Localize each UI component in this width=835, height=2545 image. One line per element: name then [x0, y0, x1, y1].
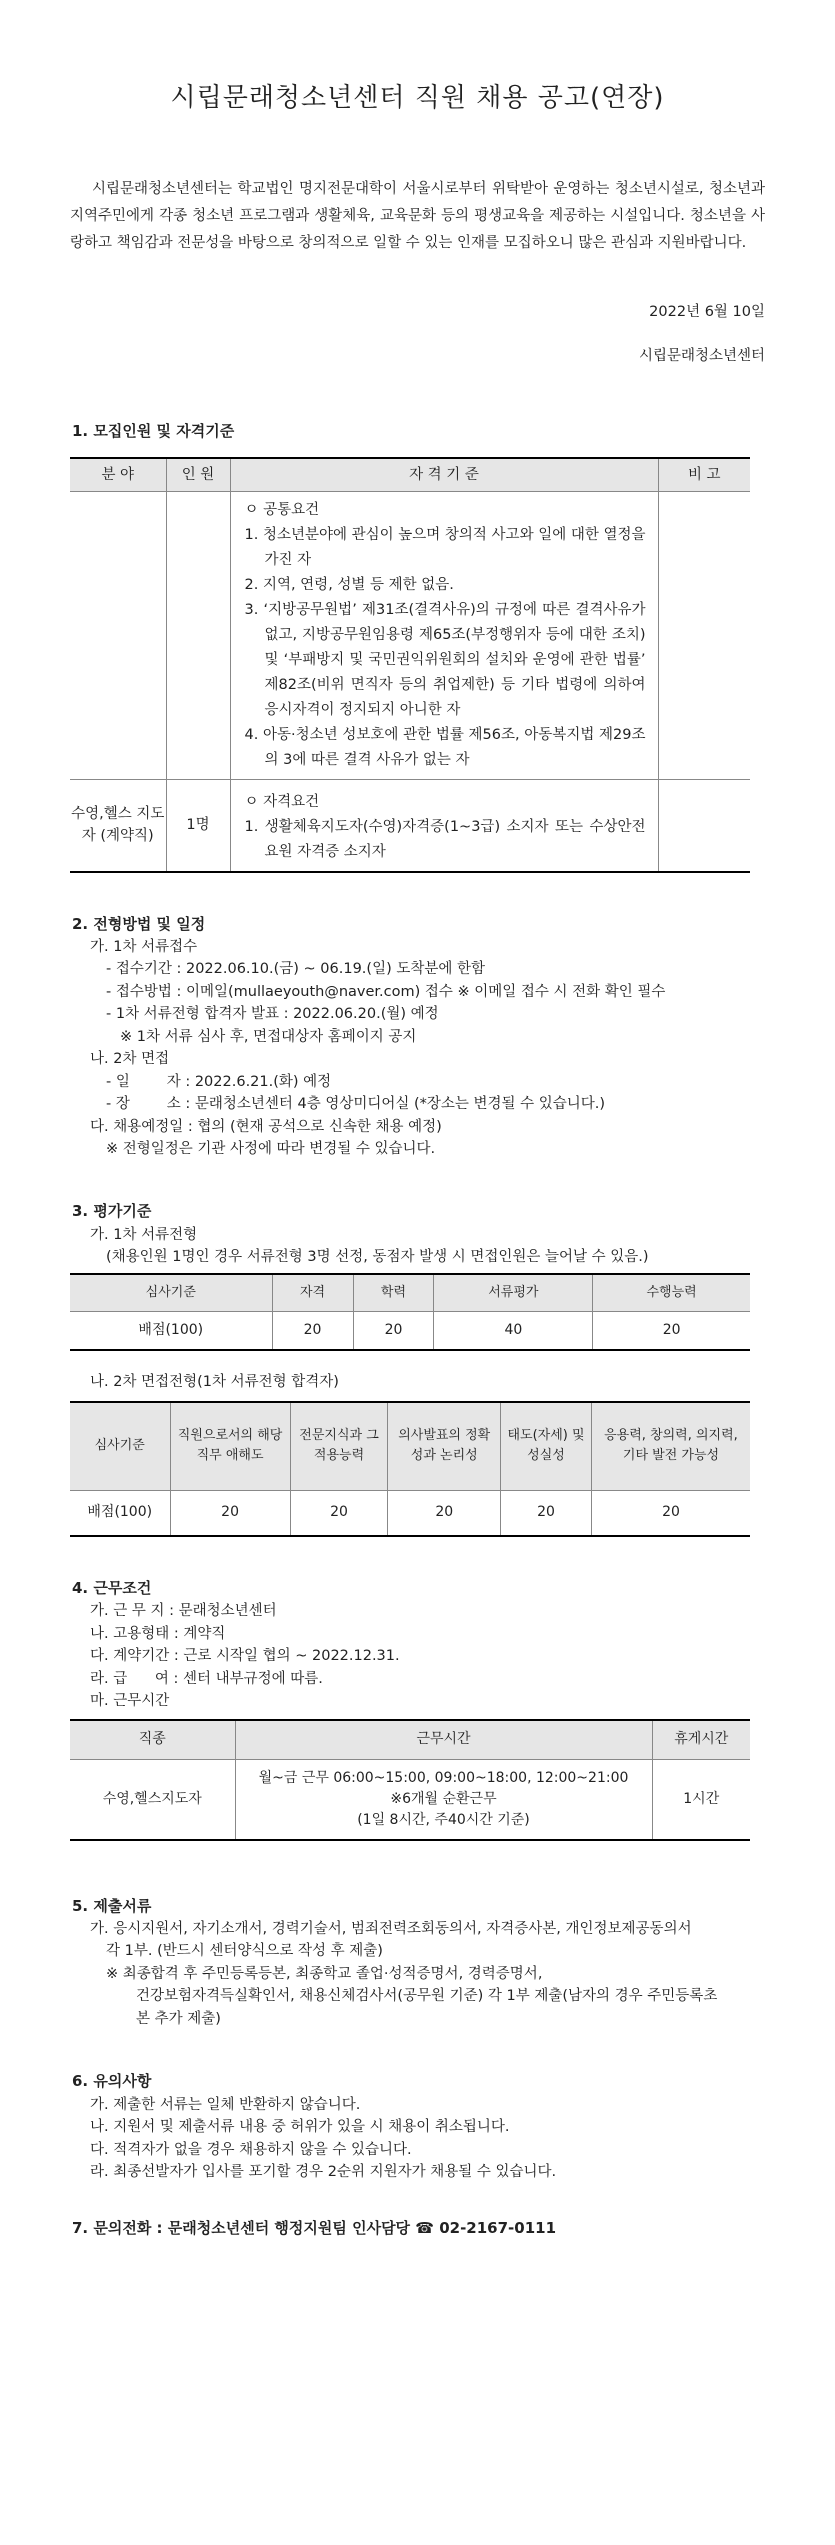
- caution-item: 다. 적격자가 없을 경우 채용하지 않을 수 있습니다.: [90, 2141, 412, 2158]
- score-header: 학력: [353, 1274, 434, 1312]
- hiring-date: 다. 채용예정일 : 협의 (현재 공석으로 신속한 채용 예정): [90, 1118, 442, 1135]
- header-headcount: 인 원: [166, 458, 230, 492]
- interview-header: 심사기준: [70, 1402, 170, 1490]
- score-header: 수행능력: [593, 1274, 750, 1312]
- work-hours-header: [70, 1720, 750, 1760]
- contact-phone: 02-2167-0111: [439, 2219, 557, 2238]
- interview-header: 직원으로서의 해당직무 애해도: [170, 1402, 290, 1490]
- headcount-cell: 1명: [166, 779, 230, 871]
- contact-line: [72, 2217, 775, 2240]
- organization-name: 시립문래청소년센터: [638, 348, 765, 365]
- submission-note-cont: 본 추가 제출): [136, 2010, 221, 2027]
- common-item: 1. 청소년분야에 관심이 높으며 창의적 사고와 일에 대한 열정을 가진 자: [244, 527, 646, 569]
- common-requirements: [230, 492, 658, 779]
- work-hours-col: 근무시간: [235, 1720, 652, 1760]
- work-condition-item: 라. 급 여 : 센터 내부규정에 따름.: [90, 1670, 323, 1687]
- field-cell: [70, 779, 166, 871]
- work-hours-line: (1일 8시간, 주40시간 기준): [357, 1811, 530, 1828]
- work-hours-col: 휴게시간: [652, 1720, 750, 1760]
- interview-table-header: [70, 1402, 750, 1490]
- work-hours-line: 월~금 근무 06:00~15:00, 09:00~18:00, 12:00~21:00: [258, 1769, 629, 1786]
- work-hours-line: ※6개월 순환근무: [390, 1790, 497, 1807]
- score-table-row: [70, 1312, 750, 1350]
- document-screening-label: 가. 1차 서류전형: [90, 1226, 198, 1243]
- recruitment-row-common: [70, 492, 750, 779]
- header-criteria: 자 격 기 준: [230, 458, 658, 492]
- work-hours-row: [70, 1760, 750, 1840]
- interview-date: - 일 자 : 2022.6.21.(화) 예정: [106, 1073, 332, 1090]
- work-hours-table: [70, 1719, 750, 1841]
- common-item: 2. 지역, 연령, 성별 등 제한 없음.: [244, 577, 454, 594]
- interview-place: - 장 소 : 문래청소년센터 4층 영상미디어실 (*장소는 변경될 수 있습니다.): [106, 1096, 606, 1113]
- interview-screening-label: 나. 2차 면접전형(1차 서류전형 합격자): [90, 1373, 339, 1390]
- recruitment-table-header: [70, 458, 750, 492]
- score-cell: 20: [353, 1312, 434, 1350]
- interview-table-row: [70, 1490, 750, 1536]
- interview-score-cell: 20: [170, 1490, 290, 1536]
- interview-score-cell: 20: [290, 1490, 388, 1536]
- screening-note: ※ 1차 서류 심사 후, 면접대상자 홈페이지 공지: [120, 1028, 417, 1045]
- note-cell: [658, 492, 750, 779]
- work-condition-item: 나. 고용형태 : 계약직: [90, 1625, 226, 1642]
- recruitment-row-swim: [70, 779, 750, 871]
- work-condition-item: 마. 근무시간: [90, 1693, 170, 1710]
- section3-heading: 3. 평가기준: [72, 1202, 152, 1221]
- section1-heading: 1. 모집인원 및 자격기준: [72, 421, 235, 440]
- submission-note-cont: 건강보험자격득실확인서, 채용신체검사서(공무원 기준) 각 1부 제출(남자의 경우 주민등록초: [136, 1988, 718, 2005]
- work-hours-detail: [235, 1760, 652, 1840]
- screening-result: - 1차 서류전형 합격자 발표 : 2022.06.20.(월) 예정: [106, 1006, 439, 1023]
- page-title: 시립문래청소년센터 직원 채용 공고(연장): [170, 83, 665, 113]
- interview-header: 전문지식과 그 적용능력: [290, 1402, 388, 1490]
- interview-score-cell: 20: [501, 1490, 592, 1536]
- caution-item: 라. 최종선발자가 입사를 포기할 경우 2순위 지원자가 채용될 수 있습니다.: [90, 2163, 557, 2180]
- score-header: 자격: [272, 1274, 353, 1312]
- interview-label: 나. 2차 면접: [90, 1051, 170, 1068]
- interview-score-cell: 배점(100): [70, 1490, 170, 1536]
- qualification-title: ㅇ 자격요건: [244, 793, 320, 810]
- note-cell-2: [658, 779, 750, 871]
- caution-item: 나. 지원서 및 제출서류 내용 중 허위가 있을 시 채용이 취소됩니다.: [90, 2119, 510, 2136]
- score-cell: 20: [272, 1312, 353, 1350]
- first-screening-label: 가. 1차 서류접수: [90, 938, 198, 955]
- interview-header: 의사발표의 정확성과 논리성: [388, 1402, 501, 1490]
- work-condition-item: 가. 근 무 지 : 문래청소년센터: [90, 1603, 277, 1620]
- caution-item: 가. 제출한 서류는 일체 반환하지 않습니다.: [90, 2096, 361, 2113]
- score-table-header: [70, 1274, 750, 1312]
- common-item: 4. 아동·청소년 성보호에 관한 법률 제56조, 아동복지법 제29조의 3에 따른 결격 사유가 없는 자: [244, 726, 646, 768]
- intro-paragraph: 시립문래청소년센터는 학교법인 명지전문대학이 서울시로부터 위탁받아 운영하는 청소년시설로, 청소년과 지역주민에게 각종 청소년 프로그램과 생활체육, 교육문화 등의 평생교육을 제공하는 시설입니다. 청소년을 사랑하고 책임감과 전문성을 바탕으로 창의적으로 일할 수 있는 인재를 모집하오니 많은 관심과 지원바랍니다.: [70, 181, 765, 251]
- qualification-item: 1. 생활체육지도자(수영)자격증(1~3급) 소지자 또는 수상안전요원 자격증 소지자: [244, 818, 646, 860]
- score-cell: 20: [593, 1312, 750, 1350]
- work-condition-item: 다. 계약기간 : 근로 시작일 협의 ~ 2022.12.31.: [90, 1648, 400, 1665]
- section6-heading: 6. 유의사항: [72, 2072, 152, 2091]
- headcount-cell-empty: [166, 492, 230, 779]
- common-item: 3. ‘지방공무원법’ 제31조(결격사유)의 규정에 따른 결격사유가 없고, 지방공무원임용령 제65조(부정행위자 등에 대한 조치) 및 ‘부패방지 및 국민권익위원회의 설치와 운영에 관한 법률’ 제82조(비위 면직자 등의 취업제한) 등 기타 법령에 의하여 응시자격이 정지되지 아니한 자: [244, 602, 646, 718]
- document-score-table: [70, 1273, 750, 1351]
- header-field: 분 야: [70, 458, 166, 492]
- field-name: 수영,헬스 지도자 (계약직): [71, 805, 165, 845]
- interview-score-table: [70, 1401, 750, 1537]
- header-note: 비 고: [658, 458, 750, 492]
- common-title: ㅇ 공통요건: [244, 502, 320, 519]
- screening-period: - 접수기간 : 2022.06.10.(금) ~ 06.19.(일) 도착분에 한함: [106, 961, 485, 978]
- phone-icon: ☎: [415, 2219, 434, 2238]
- interview-header: 응용력, 창의력, 의지력, 기타 발전 가능성: [591, 1402, 750, 1490]
- score-cell: 40: [434, 1312, 593, 1350]
- score-header: 심사기준: [70, 1274, 272, 1312]
- submission-note: ※ 최종합격 후 주민등록등본, 최종학교 졸업·성적증명서, 경력증명서,: [106, 1965, 543, 1982]
- qualification-requirements: [230, 779, 658, 871]
- interview-score-cell: 20: [591, 1490, 750, 1536]
- section4-heading: 4. 근무조건: [72, 1579, 152, 1598]
- contact-text: 7. 문의전화 : 문래청소년센터 행정지원팀 인사담당: [72, 2219, 411, 2238]
- submission-item: 가. 응시지원서, 자기소개서, 경력기술서, 범죄전력조회동의서, 자격증사본, 개인정보제공동의서: [90, 1920, 692, 1937]
- section5-heading: 5. 제출서류: [72, 1896, 152, 1915]
- recruitment-table: [70, 457, 750, 873]
- document-screening-note: (채용인원 1명인 경우 서류전형 3명 선정, 동점자 발생 시 면접인원은 늘어날 수 있음.): [106, 1249, 649, 1266]
- score-cell: 배점(100): [70, 1312, 272, 1350]
- field-cell-empty: [70, 492, 166, 779]
- schedule-note: ※ 전형일정은 기관 사정에 따라 변경될 수 있습니다.: [106, 1141, 436, 1158]
- score-header: 서류평가: [434, 1274, 593, 1312]
- break-time: 1시간: [652, 1760, 750, 1840]
- job-type: 수영,헬스지도자: [70, 1760, 235, 1840]
- announcement-date: 2022년 6월 10일: [649, 303, 765, 320]
- screening-method: - 접수방법 : 이메일(mullaeyouth@naver.com) 접수 ※ 이메일 접수 시 전화 확인 필수: [106, 983, 666, 1000]
- submission-item-cont: 각 1부. (반드시 센터양식으로 작성 후 제출): [106, 1943, 383, 1960]
- interview-score-cell: 20: [388, 1490, 501, 1536]
- interview-header: 태도(자세) 및 성실성: [501, 1402, 592, 1490]
- work-hours-col: 직종: [70, 1720, 235, 1760]
- section2-heading: 2. 전형방법 및 일정: [72, 914, 206, 933]
